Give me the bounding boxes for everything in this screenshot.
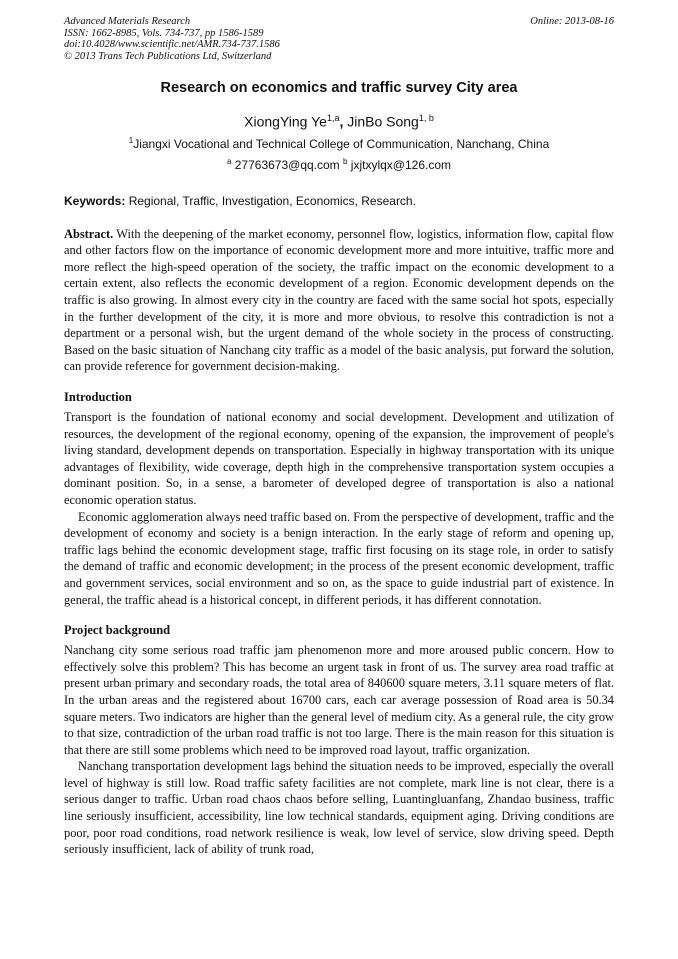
- author-affil-mark: 1, b: [418, 113, 434, 123]
- journal-header: [64, 16, 614, 62]
- paragraph: Economic agglomeration always need traffic based on. From the perspective of development, traffic and the development of economy and society is a benign interaction. In the early stage of reform and opening up, traffic lags behind the economic development stage, traffic first focusing on its stage role, in order to satisfy the demand of traffic and economic development; in the process of the present economic development, traffic and government services, social environment and so on, as the space to guide industrial part of existence. In general, the traffic ahead is a historical concept, in different periods, it has different connotation.: [64, 509, 614, 607]
- affiliation-text: Jiangxi Vocational and Technical College of Communication, Nanchang, China: [133, 136, 550, 151]
- email-link[interactable]: jxjtxylqx@126.com: [347, 157, 452, 172]
- author-line: [64, 113, 614, 130]
- keywords-text: Regional, Traffic, Investigation, Economics, Research.: [125, 193, 416, 208]
- keywords: [64, 194, 614, 208]
- section-heading-introduction: Introduction: [64, 390, 132, 404]
- author-separator: ,: [339, 113, 348, 130]
- copyright-line: © 2013 Trans Tech Publications Ltd, Switzerland: [64, 50, 272, 62]
- email-mark: b: [343, 156, 348, 166]
- journal-info: [64, 16, 280, 62]
- affiliation: [64, 136, 614, 151]
- section-heading-background: Project background: [64, 623, 171, 638]
- journal-name: Advanced Materials Research: [64, 16, 191, 27]
- issn-line: ISSN: 1662-8985, Vols. 734-737, pp 1586-1589: [64, 27, 264, 39]
- online-date: Online: 2013-08-16: [530, 16, 614, 27]
- abstract-text: With the deepening of the market economy, personnel flow, logistics, information flow, capital flow and other factors flow on the importance of economic development more and more intuitive, traffic more and more reflect the high-speed operation of the society, the traffic impact on the economic development to a certain extent, also reflects the economic development of a region. Economic development depends on the traffic is also growing. In almost every city in the country are faced with the same social hot spots, especially in the further development of the city, it is more and more obvious, to resolve this contradiction is not a department or a personal wish, but the urgent demand of the whole society in the process of constructing. Based on the basic situation of Nanchang city traffic as a model of the basic analysis, put forward the solution, can provide reference for government decision-making.: [64, 226, 614, 374]
- author-affil-mark: 1,a: [326, 113, 340, 123]
- email-link[interactable]: 27763673@qq.com: [231, 157, 344, 172]
- email-mark: a: [226, 156, 232, 166]
- author-name: JinBo Song: [347, 113, 419, 130]
- author-emails: [64, 157, 614, 172]
- paragraph: Transport is the foundation of national economy and social development. Development and utilization of resources, the development of the regional economy, opening of the expansion, the improvement of people's living standard, development depends on transportation. Especially in highway transportation with its unique advantages of flexibility, wide coverage, depth high in the comprehensive transportation system occupies a dominant position. So, in a sense, a barometer of developed degree of transportation is also a national economic operation status.: [64, 410, 614, 507]
- doi-line: doi:10.4028/www.scientific.net/AMR.734-737.1586: [64, 39, 280, 50]
- keywords-label: Keywords:: [64, 193, 126, 208]
- paragraph: Nanchang city some serious road traffic jam phenomenon more and more aroused public concern. How to effectively solve this problem? This has become an urgent task in front of us. The survey area road traffic at present urban primary and secondary roads, the total area of 840600 square meters, 3.11 square meters of flat. In the urban areas and the registered about 16700 cars, each car average possession of Road area is 50.34 square meters. Two indicators are higher than the general level of medium city. As a general rule, the city grow to that size, contradiction of the urban road traffic is not too large. There is the main reason for this situation is that there are still some problems which need to be improved road layout, traffic organization.: [64, 643, 614, 757]
- paper-title: Research on economics and traffic survey City area: [160, 80, 518, 96]
- author-name: XiongYing Ye: [244, 113, 327, 130]
- abstract: [64, 226, 614, 375]
- paragraph: Nanchang transportation development lags behind the situation needs to be improved, especially the overall level of highway is still low. Road traffic safety facilities are not complete, mark line is not clear, there is a serious danger to traffic. Urban road chaos chaos before selling, Luantingluanfang, Zhandao business, traffic line seriously insufficient, accessibility, line low technical standards, equipment aging. Driving conditions are poor, poor road conditions, road network resilience is weak, low level of service, slow driving speed. Depth seriously insufficient, lack of ability of trunk road,: [64, 759, 614, 857]
- affiliation-mark: 1: [128, 135, 134, 145]
- abstract-label: Abstract.: [64, 226, 114, 241]
